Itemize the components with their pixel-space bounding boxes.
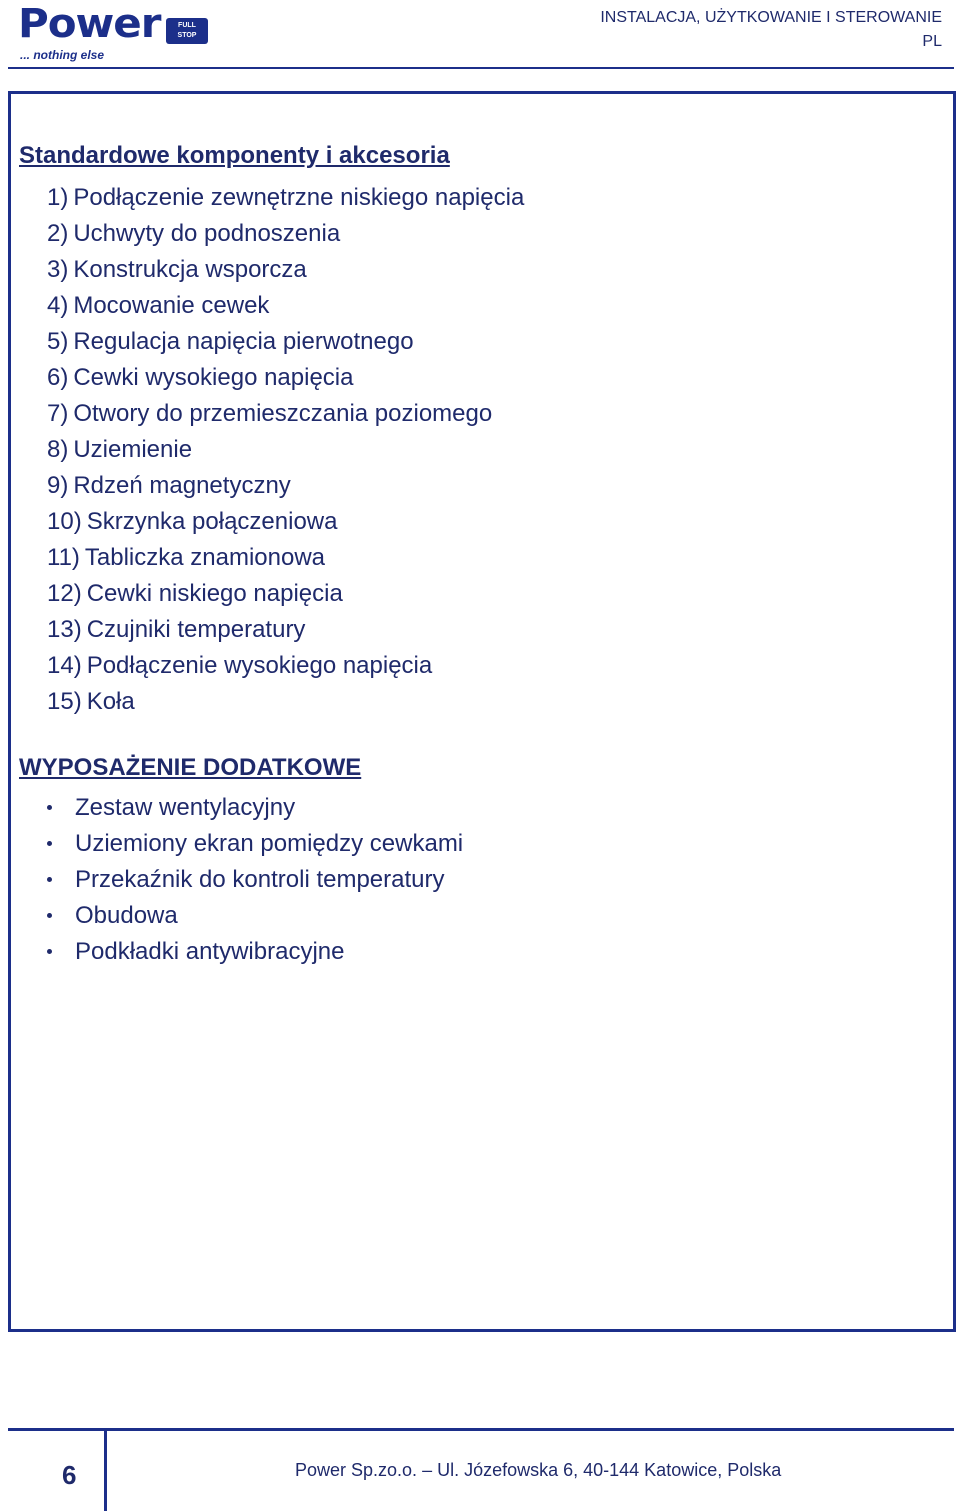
list-item (47, 288, 524, 324)
item-number: 13) (47, 616, 82, 643)
item-label: Cewki wysokiego napięcia (73, 364, 354, 391)
section-title-accessories: WYPOSAŻENIE DODATKOWE (19, 754, 362, 781)
item-label: Uziemiony ekran pomiędzy cewkami (75, 830, 464, 857)
bullet-icon (47, 949, 52, 954)
section-title-components: Standardowe komponenty i akcesoria (19, 142, 450, 169)
list-item (47, 180, 524, 216)
logo-wordmark: Power (18, 1, 161, 47)
item-label: Regulacja napięcia pierwotnego (73, 328, 414, 355)
footer-address: Power Sp.zo.o. – Ul. Józefowska 6, 40-144 Katowice, Polska (295, 1460, 782, 1480)
item-label: Otwory do przemieszczania poziomego (73, 400, 493, 427)
item-number: 10) (47, 508, 82, 535)
list-item (47, 648, 524, 684)
item-label: Czujniki temperatury (86, 616, 306, 643)
item-number: 5) (47, 328, 69, 355)
item-label: Koła (86, 688, 135, 715)
logo-badge (166, 18, 208, 44)
list-item (47, 360, 524, 396)
list-item (47, 324, 524, 360)
list-item (47, 504, 524, 540)
item-number: 2) (47, 220, 69, 247)
item-number: 1) (47, 184, 69, 211)
list-item (47, 216, 524, 252)
header-divider (8, 67, 954, 69)
footer-separator (104, 1431, 107, 1511)
bullet-icon (47, 841, 52, 846)
item-label: Zestaw wentylacyjny (75, 794, 296, 821)
list-item (47, 432, 524, 468)
item-label: Tabliczka znamionowa (84, 544, 326, 571)
item-label: Podłączenie zewnętrzne niskiego napięcia (73, 184, 525, 211)
list-item (47, 790, 463, 826)
item-number: 15) (47, 688, 82, 715)
item-number: 11) (47, 544, 80, 571)
list-item (47, 396, 524, 432)
list-item (47, 898, 463, 934)
list-item (47, 684, 524, 720)
list-item (47, 612, 524, 648)
bullet-icon (47, 805, 52, 810)
item-label: Konstrukcja wsporcza (73, 256, 307, 283)
list-item (47, 862, 463, 898)
company-logo (18, 1, 198, 64)
list-item (47, 934, 463, 970)
logo-badge-line2: STOP (177, 32, 197, 39)
item-label: Rdzeń magnetyczny (73, 472, 291, 499)
item-number: 7) (47, 400, 69, 427)
logo-badge-line1: FULL (178, 22, 196, 29)
list-item (47, 826, 463, 862)
item-number: 6) (47, 364, 69, 391)
item-label: Uziemienie (73, 436, 193, 463)
footer-divider (8, 1428, 954, 1431)
item-label: Cewki niskiego napięcia (86, 580, 343, 607)
list-item (47, 576, 524, 612)
item-number: 12) (47, 580, 82, 607)
language-code: PL (922, 33, 942, 50)
item-label: Skrzynka połączeniowa (86, 508, 338, 535)
bullet-icon (47, 877, 52, 882)
item-label: Podkładki antywibracyjne (75, 938, 345, 965)
bullet-icon (47, 913, 52, 918)
page-number: 6 (62, 1460, 77, 1490)
item-number: 3) (47, 256, 69, 283)
list-item (47, 540, 524, 576)
item-number: 8) (47, 436, 69, 463)
item-label: Mocowanie cewek (73, 292, 270, 319)
item-label: Obudowa (75, 902, 178, 929)
item-label: Podłączenie wysokiego napięcia (86, 652, 433, 679)
item-number: 4) (47, 292, 69, 319)
components-list (47, 180, 524, 720)
document-header (600, 6, 942, 54)
logo-tagline: ... nothing else (20, 48, 105, 62)
accessories-list (47, 790, 463, 970)
document-title: INSTALACJA, UŻYTKOWANIE I STEROWANIE (600, 9, 942, 26)
list-item (47, 252, 524, 288)
list-item (47, 468, 524, 504)
item-number: 9) (47, 472, 69, 499)
item-label: Uchwyty do podnoszenia (73, 220, 341, 247)
item-number: 14) (47, 652, 82, 679)
item-label: Przekaźnik do kontroli temperatury (75, 866, 445, 893)
